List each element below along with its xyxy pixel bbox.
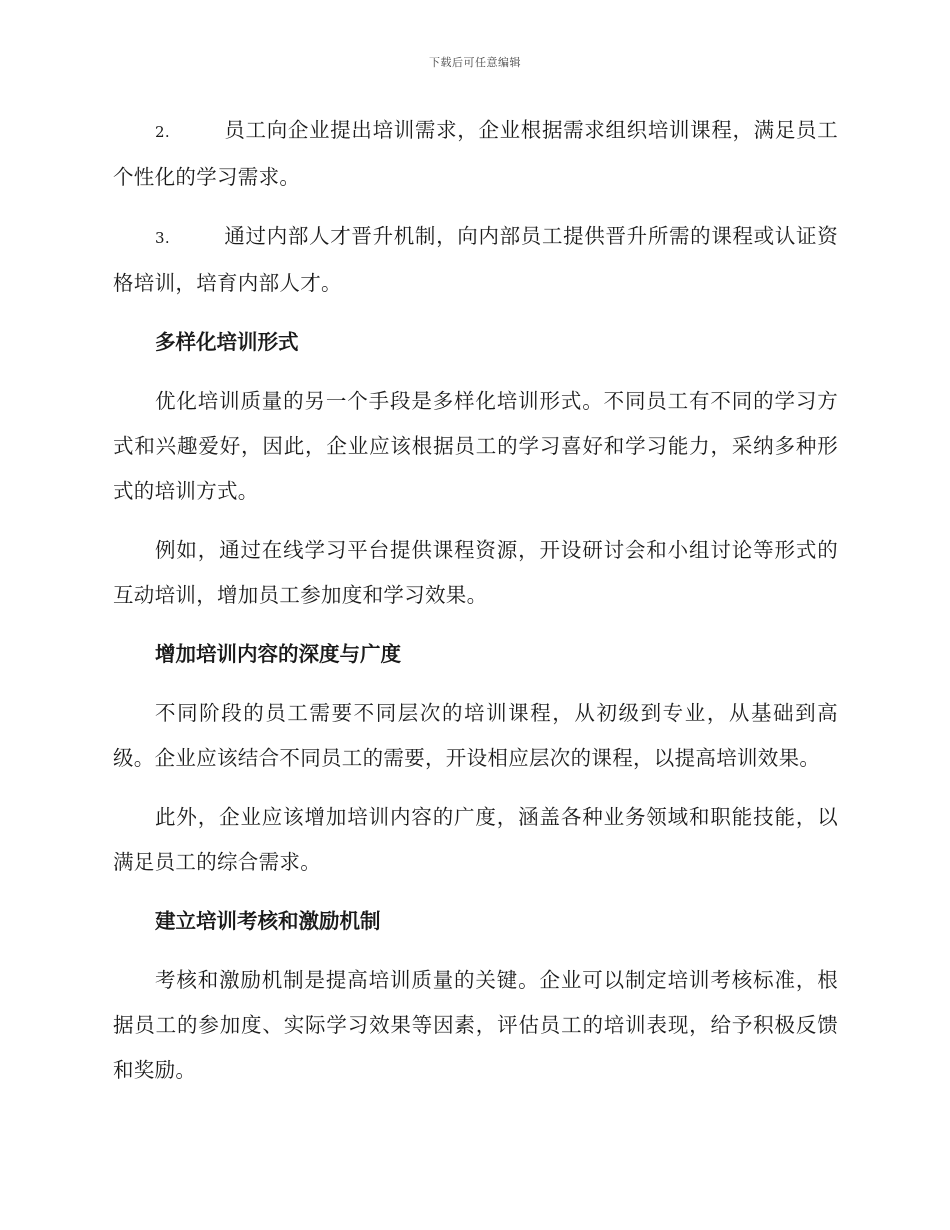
page-header-note: 下载后可任意编辑 <box>429 56 521 69</box>
section-heading: 建立培训考核和激励机制 <box>155 909 381 933</box>
section-heading: 增加培训内容的深度与广度 <box>155 642 401 666</box>
body-paragraph: 考核和激励机制是提高培训质量的关键。企业可以制定培训考核标准，根据员工的参加度、实际学习效果等因素，评估员工的培训表现，给予积极反馈和奖励。 <box>113 968 838 1082</box>
numbered-item <box>113 108 838 200</box>
numbered-item <box>113 214 838 306</box>
document-body <box>113 108 838 1107</box>
body-paragraph: 不同阶段的员工需要不同层次的培训课程，从初级到专业，从基础到高级。企业应该结合不同员工的需要，开设相应层次的课程，以提高培训效果。 <box>113 701 838 770</box>
section-heading: 多样化培训形式 <box>155 330 299 354</box>
item-number: 2. <box>155 123 170 141</box>
item-text: 员工向企业提出培训需求，企业根据需求组织培训课程，满足员工个性化的学习需求。 <box>113 118 838 189</box>
body-paragraph: 例如，通过在线学习平台提供课程资源，开设研讨会和小组讨论等形式的互动培训，增加员工参加度和学习效果。 <box>113 538 838 607</box>
body-paragraph: 此外，企业应该增加培训内容的广度，涵盖各种业务领域和职能技能，以满足员工的综合需求。 <box>113 805 838 874</box>
item-text: 通过内部人才晋升机制，向内部员工提供晋升所需的课程或认证资格培训，培育内部人才。 <box>113 224 838 295</box>
item-number: 3. <box>155 229 170 247</box>
body-paragraph: 优化培训质量的另一个手段是多样化培训形式。不同员工有不同的学习方式和兴趣爱好，因此，企业应该根据员工的学习喜好和学习能力，采纳多种形式的培训方式。 <box>113 389 838 503</box>
